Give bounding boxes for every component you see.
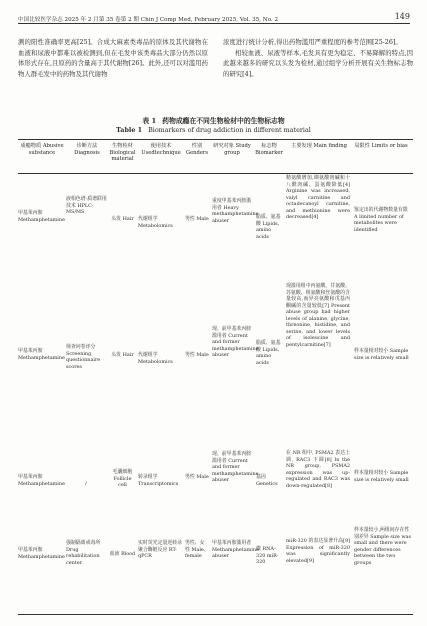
table-cell-limits: 样本量较小,两组间存在性别差异 Sample size was small and there were gender differences between the two groups (354, 527, 411, 566)
table-header-cell: 生物检材 Biological material (109, 143, 136, 163)
table-cell-group: 重度甲基苯丙胺滥用者 Heavy methamphetamine abuser (212, 198, 259, 224)
table-caption-en (0, 126, 427, 135)
journal-line: 中国比较医学杂志 2025 年 2 月第 35 卷第 2 期 Chin J Comp Med, February 2025, Vol. 35, No. 2 (18, 17, 279, 23)
table-cell-technique: 实时荧光定量逆转录聚合酶链反应 RT-qPCR (138, 540, 183, 559)
table-label: 表 1 (142, 117, 157, 125)
running-header (18, 12, 410, 24)
table-cell-diagnosis: 液相色谱-质谱联用技术 HPLC-MS/MS (66, 196, 107, 215)
table-header-cell: 局限性 Limits or bias (354, 143, 408, 149)
table-cell-group: 甲基苯丙胺滥用者 Methamphetamine abuser (212, 540, 259, 559)
table-cell-diagnosis: 筛查问卷评分 Screening questionnaire scores (66, 344, 101, 370)
body-column-left (18, 37, 208, 79)
table-cell-material: 血液 Blood (109, 551, 136, 557)
table-cell-material: 头发 Hair (111, 352, 134, 358)
table-cell-material: 毛囊细胞 Follicle cell (112, 469, 133, 488)
table-cell-biomarker: 脂质、氨基酸 Lipids、amino acids (256, 340, 283, 366)
table-bottom-rule (18, 614, 413, 615)
table-caption (0, 116, 427, 135)
table-cell-limits: 鉴定出的代谢物数量有限 A limited number of metabolites were identified (354, 207, 408, 233)
table-header-cell: 诊断方法 Diagnosis (74, 143, 100, 156)
table-cell-substance: 甲基苯丙胺 Methamphetamine (18, 210, 65, 223)
table-cell-gender: 男性 Male (185, 216, 209, 222)
table-cell-substance: 甲基苯丙胺 Methamphetamine (18, 547, 65, 560)
paragraph: 相较血液、尿液等样本,毛发具有更为稳定、不易降解的特点,因此越来越多的研究以头发为检材,通过组学分析开展有关生物标志物的研究[4]。 (223, 48, 413, 78)
table-cell-substance: 甲基苯丙胺 Methamphetamine (18, 474, 65, 487)
body-column-right (223, 37, 413, 79)
table-cell-biomarker: 微 RNA-320 miR-320 (256, 546, 279, 565)
table-header-cell: 成瘾物质 Abusive substance (20, 143, 64, 156)
table-header-cell: 主要发现 Main finding (291, 143, 347, 149)
table-header-cell: 研究对象 Study group (213, 143, 251, 156)
table-header-rule (18, 173, 413, 174)
table-cell-limits: 样本量相对较小 Sample size is relatively small (354, 348, 409, 361)
table-label-en: Table 1 (116, 126, 143, 134)
table-cell-technique: 代谢组学 Metabolomics (138, 352, 173, 365)
table-cell-biomarker: 脂质、氨基酸 Lipids、amino acids (256, 214, 283, 240)
table-cell-diagnosis: / (85, 481, 87, 487)
paragraph: 测的阳性准确率更高[25]。合成大麻素类毒品的原体及其代谢物在血液和尿液中都难以被检测到,但在毛发中该类毒品大部分仍然以原体形式存在,且原药的含量高于其代谢物[26]。此外,还可以对滥用药物人群毛发中的药物及其代谢物 (18, 38, 208, 78)
table-cell-limits: 样本量相对较小 Sample size is relatively small (354, 470, 409, 483)
table-title-en: Biomarkers of drug addiction in different material (148, 126, 311, 134)
table-header-cell: 标志物 Biomarker (255, 143, 283, 156)
table-cell-gender: 男性 Male (185, 352, 209, 358)
table-cell-finding: 在 NR 组中, PSMA2 表达上调, RAC3 下调[8] In the NR group, PSMA2 expression was up-regulated and RAC3 was down-regulated[8] (286, 450, 350, 489)
page-number: 149 (394, 12, 410, 21)
table-cell-gender: 男性、女性 Male、female (185, 540, 209, 559)
table-title-zh: 药物成瘾在不同生物检材中的生物标志物 (162, 117, 285, 125)
table-cell-biomarker: 基因 Genetics (256, 474, 278, 487)
table-cell-substance: 甲基苯丙胺 Methamphetamine (18, 348, 65, 361)
table-cell-group: 现、前甲基苯丙胺滥用者 Current and former methamphetamine abuser (212, 326, 259, 358)
table-cell-group: 现、前甲基苯丙胺滥用者 Current and former methamphetamine abuser (212, 451, 259, 483)
table-cell-material: 头发 Hair (111, 216, 134, 222)
table-header-cell: 使用技术 Usedtechnique (141, 143, 181, 156)
table-cell-finding: miR-320 的表达显著升高[9] Expression of miR-320 was significantly elevated[9] (286, 538, 350, 564)
table-cell-gender: 男性 Male (185, 474, 209, 480)
table-cell-technique: 代谢组学 Metabolomics (138, 216, 173, 229)
table-cell-diagnosis: 强制隔离戒毒所 Drug rehabilitation center (66, 540, 101, 566)
table-cell-finding: 现滥用组中丙氨酸、甘氨酸、苏氨酸、组氨酸和丝氨酸的含量较高,而异亮氨酸和戊基丙酮碱的含量较低[7] Present abuse group had higher levels of alanine, glycine, threonine, histidine, and serine, and lower levels of isoleucine and pentylcarnitine[7] (286, 283, 350, 348)
paragraph: 浓度进行统计分析,得出药物滥用严重程度的参考范围[25-26]。 (223, 38, 402, 46)
table-cell-technique: 转录组学 Transcriptomics (138, 474, 179, 487)
table-header-cell: 性别 Genders (185, 143, 209, 156)
table-caption-zh (0, 116, 427, 126)
table-top-rule (18, 139, 413, 140)
table-cell-finding: 精氨酸增加,缬氨酸肉碱和十八酰肉碱、蛋氨酸降低[4] Arginine was increased, valyl carnitine and octadecanoyl carnitine, and methionine were decreased[4] (286, 175, 350, 220)
